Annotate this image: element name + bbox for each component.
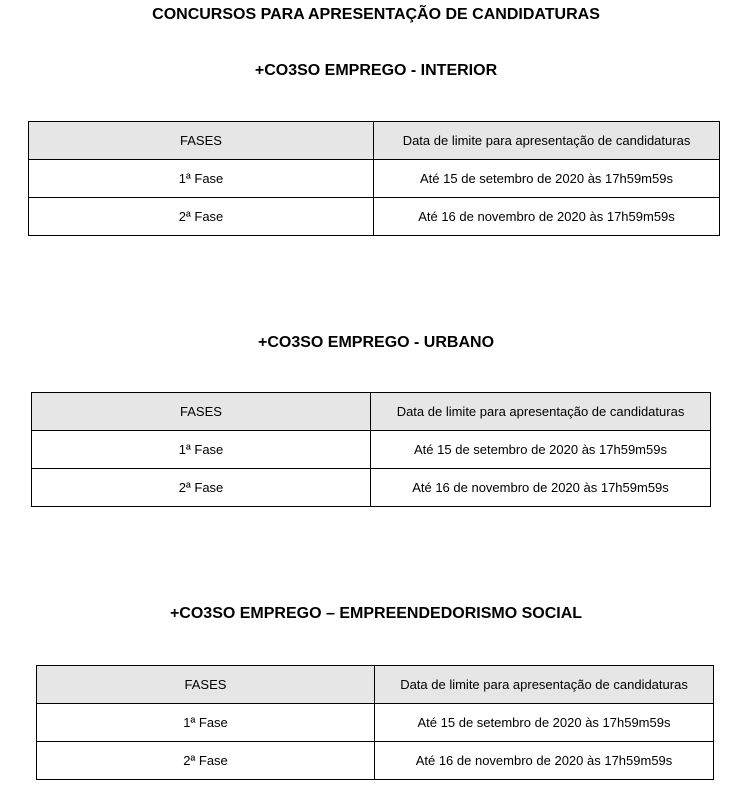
header-data-limite: Data de limite para apresentação de candidaturas	[374, 122, 720, 160]
header-fases: FASES	[37, 666, 375, 704]
page-title: CONCURSOS PARA APRESENTAÇÃO DE CANDIDATURAS	[152, 6, 600, 23]
cell-fase: 2ª Fase	[29, 198, 374, 236]
table-interior	[28, 121, 720, 236]
table-row	[32, 469, 711, 507]
table-row	[29, 198, 720, 236]
table-urbano	[31, 392, 711, 507]
section-title-urbano: +CO3SO EMPREGO - URBANO	[257, 334, 495, 351]
table-empreendedorismo-social	[36, 665, 714, 780]
table-header-row	[37, 666, 714, 704]
cell-fase: 1ª Fase	[32, 431, 371, 469]
table-header-row	[29, 122, 720, 160]
cell-data: Até 16 de novembro de 2020 às 17h59m59s	[375, 742, 714, 780]
table-row	[29, 160, 720, 198]
header-data-limite: Data de limite para apresentação de candidaturas	[375, 666, 714, 704]
cell-data: Até 16 de novembro de 2020 às 17h59m59s	[371, 469, 711, 507]
table-row	[32, 431, 711, 469]
cell-fase: 1ª Fase	[29, 160, 374, 198]
table-row	[37, 704, 714, 742]
section-title-empreendedorismo-social: +CO3SO EMPREGO – EMPREENDEDORISMO SOCIAL	[169, 605, 583, 622]
table-row	[37, 742, 714, 780]
section-title-interior: +CO3SO EMPREGO - INTERIOR	[254, 62, 498, 79]
cell-fase: 1ª Fase	[37, 704, 375, 742]
cell-data: Até 15 de setembro de 2020 às 17h59m59s	[374, 160, 720, 198]
cell-fase: 2ª Fase	[37, 742, 375, 780]
cell-data: Até 15 de setembro de 2020 às 17h59m59s	[375, 704, 714, 742]
cell-data: Até 15 de setembro de 2020 às 17h59m59s	[371, 431, 711, 469]
cell-fase: 2ª Fase	[32, 469, 371, 507]
header-data-limite: Data de limite para apresentação de candidaturas	[371, 393, 711, 431]
table-header-row	[32, 393, 711, 431]
header-fases: FASES	[29, 122, 374, 160]
cell-data: Até 16 de novembro de 2020 às 17h59m59s	[374, 198, 720, 236]
header-fases: FASES	[32, 393, 371, 431]
